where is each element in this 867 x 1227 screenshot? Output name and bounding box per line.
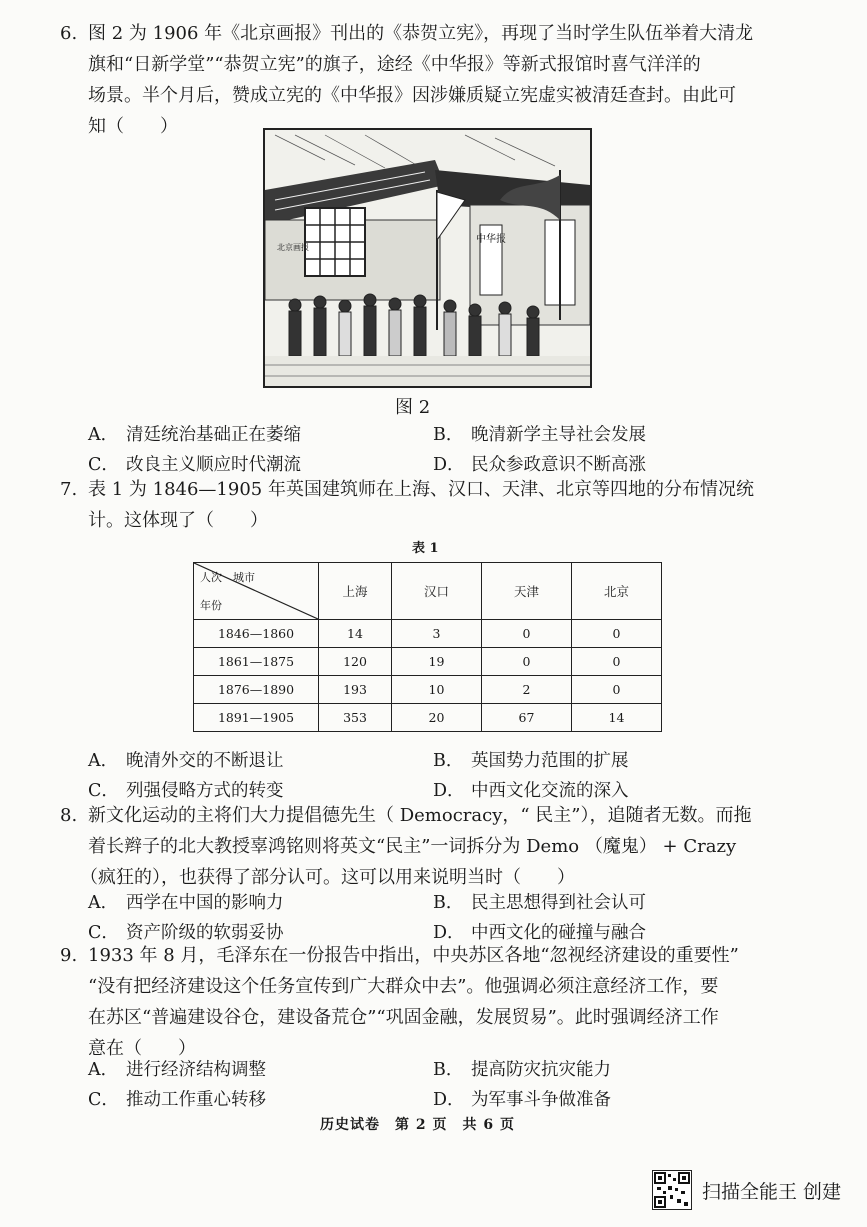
option-b[interactable] <box>433 1056 778 1081</box>
table-corner-cell <box>194 563 319 620</box>
option-d[interactable] <box>433 1086 778 1111</box>
sign-text: 北京画报 <box>277 243 309 252</box>
option-text: 改良主义顺应时代潮流 <box>126 454 301 475</box>
period-cell: 1846—1860 <box>194 620 319 648</box>
question-number: 8. <box>60 805 78 826</box>
value-cell: 14 <box>572 704 662 732</box>
option-label: C． <box>88 454 119 475</box>
page-footer: 历史试卷 第 2 页 共 6 页 <box>320 1117 515 1133</box>
option-label: D． <box>433 922 465 943</box>
value-cell: 3 <box>392 620 482 648</box>
option-label: B． <box>433 892 464 913</box>
option-text: 民主思想得到社会认可 <box>471 892 646 913</box>
option-label: A． <box>88 1059 119 1080</box>
value-cell: 0 <box>482 620 572 648</box>
value-cell: 14 <box>319 620 392 648</box>
question-text: 图 2 为 1906 年《北京画报》刊出的《恭贺立宪》，再现了当时学生队伍举着大清龙 <box>88 23 754 44</box>
option-text: 提高防灾抗灾能力 <box>471 1059 611 1080</box>
question-9 <box>60 940 780 1064</box>
option-a[interactable] <box>88 747 433 772</box>
question-7 <box>60 474 780 536</box>
option-b[interactable] <box>433 889 778 914</box>
period-cell: 1861—1875 <box>194 648 319 676</box>
option-b[interactable] <box>433 421 778 446</box>
option-label: B． <box>433 1059 464 1080</box>
table-row <box>194 648 662 676</box>
column-header: 北京 <box>572 563 662 620</box>
option-a[interactable] <box>88 421 433 446</box>
scanner-brand-text: 扫描全能王 创建 <box>702 1180 842 1203</box>
value-cell: 2 <box>482 676 572 704</box>
option-label: C． <box>88 780 119 801</box>
sign-text: 中华报 <box>476 234 506 245</box>
table-row <box>194 620 662 648</box>
question-text: （疯狂的），也获得了部分认可。这可以用来说明当时（ ） <box>80 867 575 888</box>
question-text: 知（ ） <box>88 116 178 137</box>
option-text: 英国势力范围的扩展 <box>471 750 629 771</box>
corner-top-label: 人次 城市 <box>200 571 255 584</box>
option-text: 西学在中国的影响力 <box>126 892 284 913</box>
value-cell: 0 <box>572 648 662 676</box>
question-9-options <box>88 1053 778 1113</box>
option-text: 晚清新学主导社会发展 <box>471 424 646 445</box>
period-cell: 1876—1890 <box>194 676 319 704</box>
value-cell: 67 <box>482 704 572 732</box>
option-label: D． <box>433 454 465 475</box>
question-number: 9. <box>60 945 78 966</box>
option-label: A． <box>88 750 119 771</box>
option-c[interactable] <box>88 451 433 476</box>
option-label: C． <box>88 922 119 943</box>
option-c[interactable] <box>88 1086 433 1111</box>
value-cell: 0 <box>572 676 662 704</box>
question-text: 着长辫子的北大教授辜鸿铭则将英文“民主”一词拆分为 Demo （魔鬼） + Crazy <box>88 836 737 857</box>
table-row <box>194 704 662 732</box>
option-d[interactable] <box>433 777 778 802</box>
street-scene-drawing <box>265 130 590 386</box>
question-number: 7. <box>60 479 78 500</box>
value-cell: 19 <box>392 648 482 676</box>
question-text: 新文化运动的主将们大力提倡德先生（ Democracy，“ 民主”），追随者无数。而拖 <box>88 805 752 826</box>
question-text: 在苏区“普遍建设谷仓，建设备荒仓”“巩固金融，发展贸易”。此时强调经济工作 <box>88 1007 719 1028</box>
question-8 <box>60 800 780 893</box>
option-label: A． <box>88 424 119 445</box>
option-text: 为军事斗争做准备 <box>471 1089 611 1110</box>
beijing-pictorial-illustration <box>263 128 592 388</box>
option-label: A． <box>88 892 119 913</box>
question-text: 旗和“日新学堂”“恭贺立宪”的旗子，途经《中华报》等新式报馆时喜气洋洋的 <box>88 54 701 75</box>
option-label: B． <box>433 750 464 771</box>
value-cell: 120 <box>319 648 392 676</box>
table-header-row <box>194 563 662 620</box>
option-label: D． <box>433 780 465 801</box>
qr-code-icon <box>652 1170 692 1210</box>
value-cell: 353 <box>319 704 392 732</box>
option-text: 清廷统治基础正在萎缩 <box>126 424 301 445</box>
option-text: 进行经济结构调整 <box>126 1059 266 1080</box>
scanner-watermark <box>652 1170 841 1210</box>
option-label: C． <box>88 1089 119 1110</box>
value-cell: 0 <box>572 620 662 648</box>
question-6-options <box>88 418 778 478</box>
option-text: 中西文化的碰撞与融合 <box>471 922 646 943</box>
question-6 <box>60 18 780 142</box>
option-d[interactable] <box>433 451 778 476</box>
table-caption: 表 1 <box>412 541 439 556</box>
question-7-options <box>88 744 778 804</box>
option-text: 推动工作重心转移 <box>126 1089 266 1110</box>
option-text: 民众参政意识不断高涨 <box>471 454 646 475</box>
column-header: 天津 <box>482 563 572 620</box>
question-text: 意在（ ） <box>88 1038 196 1059</box>
option-text: 资产阶级的软弱妥协 <box>126 922 284 943</box>
table-row <box>194 676 662 704</box>
option-text: 列强侵略方式的转变 <box>126 780 284 801</box>
question-text: 1933 年 8 月，毛泽东在一份报告中指出，中央苏区各地“忽视经济建设的重要性” <box>88 945 739 966</box>
option-text: 晚清外交的不断退让 <box>126 750 284 771</box>
value-cell: 193 <box>319 676 392 704</box>
question-text: 表 1 为 1846—1905 年英国建筑师在上海、汉口、天津、北京等四地的分布情况统 <box>88 479 754 500</box>
option-a[interactable] <box>88 1056 433 1081</box>
value-cell: 10 <box>392 676 482 704</box>
architects-table <box>193 562 662 732</box>
option-text: 中西文化交流的深入 <box>471 780 629 801</box>
option-label: D． <box>433 1089 465 1110</box>
column-header: 汉口 <box>392 563 482 620</box>
question-text: 场景。半个月后，赞成立宪的《中华报》因涉嫌质疑立宪虚实被清廷查封。由此可 <box>88 85 736 106</box>
option-label: B． <box>433 424 464 445</box>
question-number: 6. <box>60 23 78 44</box>
value-cell: 20 <box>392 704 482 732</box>
option-b[interactable] <box>433 747 778 772</box>
question-text: 计。这体现了（ ） <box>88 510 268 531</box>
option-c[interactable] <box>88 777 433 802</box>
figure-caption: 图 2 <box>395 397 431 418</box>
period-cell: 1891—1905 <box>194 704 319 732</box>
question-text: “没有把经济建设这个任务宣传到广大群众中去”。他强调必须注意经济工作，要 <box>88 976 719 997</box>
option-a[interactable] <box>88 889 433 914</box>
column-header: 上海 <box>319 563 392 620</box>
corner-bottom-label: 年份 <box>200 599 222 612</box>
value-cell: 0 <box>482 648 572 676</box>
question-8-options <box>88 886 778 946</box>
